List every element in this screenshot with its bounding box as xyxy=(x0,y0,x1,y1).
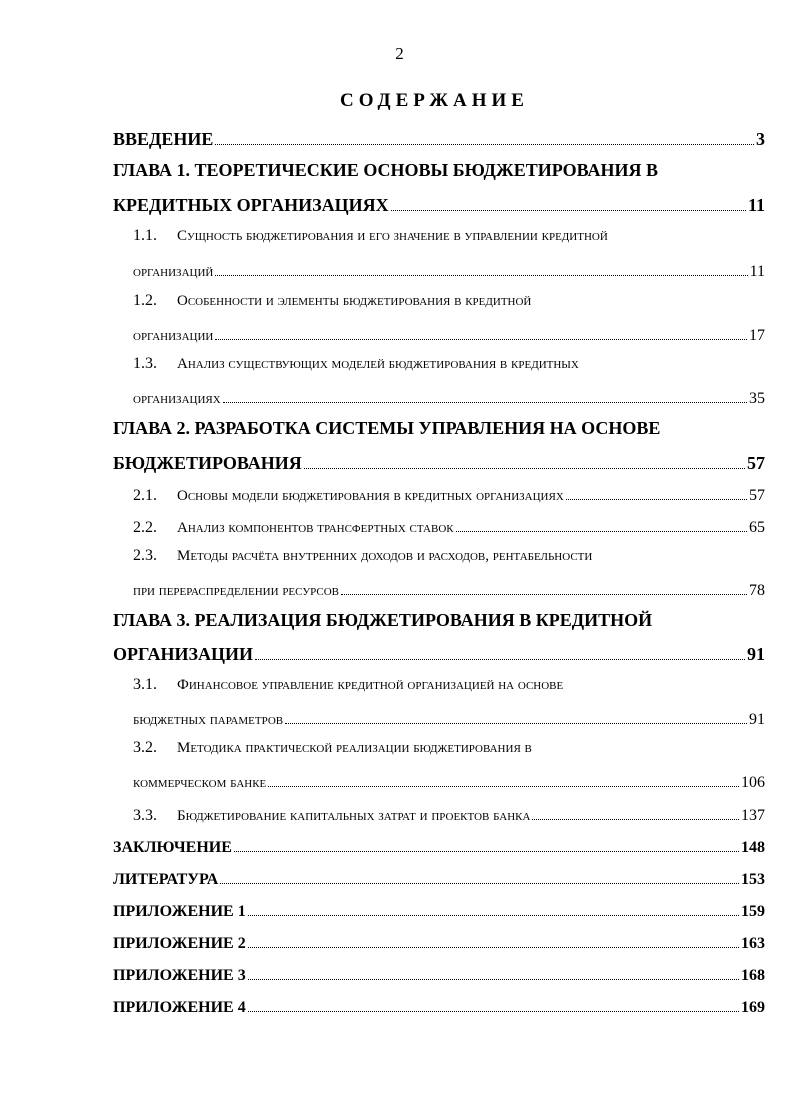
toc-entry-literature[interactable] xyxy=(113,865,765,889)
toc-entry-label: Основы модели бюджетирования в кредитных организациях xyxy=(177,488,564,504)
toc-entry-appendix-2[interactable] xyxy=(113,929,765,953)
toc-entry-appendix-3[interactable] xyxy=(113,961,765,985)
toc-entry-label: ПРИЛОЖЕНИЕ 2 xyxy=(113,935,246,952)
section-number: 2.2. xyxy=(133,519,157,536)
toc-page-number: 148 xyxy=(741,839,765,856)
toc-entry-label: организаций xyxy=(133,264,214,280)
dot-leader xyxy=(268,786,739,787)
toc-entry-chapter-2[interactable] xyxy=(113,450,765,474)
toc-entry-label: ПРИЛОЖЕНИЕ 4 xyxy=(113,999,246,1016)
toc-chapter-1-line1[interactable]: ГЛАВА 1. ТЕОРЕТИЧЕСКИЕ ОСНОВЫ БЮДЖЕТИРОВАНИЯ В xyxy=(113,160,658,180)
toc-entry-label: ПРИЛОЖЕНИЕ 3 xyxy=(113,967,246,984)
toc-chapter-2-line1[interactable]: ГЛАВА 2. РАЗРАБОТКА СИСТЕМЫ УПРАВЛЕНИЯ НА ОСНОВЕ xyxy=(113,418,661,438)
toc-page-number: 106 xyxy=(741,774,765,791)
toc-page-number: 11 xyxy=(747,195,765,215)
dot-leader xyxy=(566,499,747,500)
toc-section-1-1-line1[interactable] xyxy=(133,227,608,245)
toc-entry-introduction[interactable] xyxy=(113,126,765,150)
section-number: 1.1. xyxy=(133,227,157,244)
toc-entry-section-1-1[interactable] xyxy=(133,257,765,281)
toc-entry-label: бюджетных параметров xyxy=(133,712,284,728)
section-number: 2.3. xyxy=(133,547,157,564)
toc-page-number: 137 xyxy=(741,807,765,824)
page-title: СОДЕРЖАНИЕ xyxy=(340,90,529,111)
section-title: Особенности и элементы бюджетирования в кредитной xyxy=(177,293,532,309)
toc-entry-section-2-2[interactable] xyxy=(133,513,765,537)
dot-leader xyxy=(341,594,747,595)
toc-section-3-1-line1[interactable] xyxy=(133,676,563,694)
toc-entry-label: КРЕДИТНЫХ ОРГАНИЗАЦИЯХ xyxy=(113,195,389,215)
toc-section-2-3-line1[interactable] xyxy=(133,547,592,565)
dot-leader xyxy=(248,979,739,980)
toc-page-number: 168 xyxy=(741,967,765,984)
toc-entry-label: ЛИТЕРАТУРА xyxy=(113,871,219,888)
toc-page-number: 65 xyxy=(749,519,765,536)
toc-page-number: 35 xyxy=(749,390,765,407)
section-title: Методика практической реализации бюджетирования в xyxy=(177,740,532,756)
dot-leader xyxy=(223,402,747,403)
toc-page-number: 153 xyxy=(741,871,765,888)
toc-entry-section-2-1[interactable] xyxy=(133,481,765,505)
toc-entry-section-3-2[interactable] xyxy=(133,768,765,792)
toc-page-number: 57 xyxy=(749,487,765,504)
dot-leader xyxy=(215,275,747,276)
toc-page-number: 169 xyxy=(741,999,765,1016)
page-number: 2 xyxy=(395,44,404,63)
section-number: 3.3. xyxy=(133,807,157,824)
toc-page-number: 11 xyxy=(749,263,765,280)
toc-page-number: 3 xyxy=(756,129,765,149)
toc-entry-section-2-3[interactable] xyxy=(133,576,765,600)
toc-entry-section-1-3[interactable] xyxy=(133,384,765,408)
toc-entry-label: организациях xyxy=(133,391,221,407)
toc-entry-label: ВВЕДЕНИЕ xyxy=(113,129,214,149)
section-title: Финансовое управление кредитной организацией на основе xyxy=(177,677,564,693)
dot-leader xyxy=(248,915,739,916)
toc-entry-conclusion[interactable] xyxy=(113,833,765,857)
toc-entry-label: ПРИЛОЖЕНИЕ 1 xyxy=(113,903,246,920)
toc-page-number: 17 xyxy=(749,327,765,344)
toc-page-number: 91 xyxy=(749,711,765,728)
dot-leader xyxy=(215,339,747,340)
toc-entry-label: Бюджетирование капитальных затрат и проектов банка xyxy=(177,808,531,824)
dot-leader xyxy=(234,851,739,852)
toc-section-1-2-line1[interactable] xyxy=(133,292,531,310)
toc-entry-section-3-3[interactable] xyxy=(133,801,765,825)
toc-entry-section-3-1[interactable] xyxy=(133,705,765,729)
toc-entry-section-1-2[interactable] xyxy=(133,321,765,345)
toc-chapter-3-line1[interactable]: ГЛАВА 3. РЕАЛИЗАЦИЯ БЮДЖЕТИРОВАНИЯ В КРЕДИТНОЙ xyxy=(113,610,653,630)
dot-leader xyxy=(304,468,745,469)
section-title: Анализ существующих моделей бюджетирования в кредитных xyxy=(177,356,579,372)
dot-leader xyxy=(285,723,747,724)
toc-section-3-2-line1[interactable] xyxy=(133,739,532,757)
toc-page-number: 91 xyxy=(747,644,765,664)
toc-entry-chapter-3[interactable] xyxy=(113,641,765,665)
toc-entry-label: БЮДЖЕТИРОВАНИЯ xyxy=(113,453,302,473)
section-title: Методы расчёта внутренних доходов и расходов, рентабельности xyxy=(177,548,593,564)
toc-page-number: 57 xyxy=(747,453,765,473)
toc-entry-label: ОРГАНИЗАЦИИ xyxy=(113,644,253,664)
toc-entry-label: ЗАКЛЮЧЕНИЕ xyxy=(113,839,232,856)
toc-page-number: 78 xyxy=(749,582,765,599)
dot-leader xyxy=(248,1011,739,1012)
section-number: 1.3. xyxy=(133,355,157,372)
section-number: 1.2. xyxy=(133,292,157,309)
dot-leader xyxy=(456,531,747,532)
section-number: 2.1. xyxy=(133,487,157,504)
dot-leader xyxy=(255,659,745,660)
toc-section-1-3-line1[interactable] xyxy=(133,355,579,373)
dot-leader xyxy=(391,210,746,211)
toc-page-number: 159 xyxy=(741,903,765,920)
toc-entry-label: коммерческом банке xyxy=(133,775,267,791)
dot-leader xyxy=(248,947,739,948)
toc-entry-label: Анализ компонентов трансфертных ставок xyxy=(177,520,454,536)
dot-leader xyxy=(532,819,739,820)
section-number: 3.2. xyxy=(133,739,157,756)
toc-entry-appendix-4[interactable] xyxy=(113,993,765,1017)
dot-leader xyxy=(215,144,754,145)
toc-entry-label: организации xyxy=(133,328,214,344)
section-title: Сущность бюджетирования и его значение в управлении кредитной xyxy=(177,228,608,244)
toc-entry-appendix-1[interactable] xyxy=(113,897,765,921)
toc-page-number: 163 xyxy=(741,935,765,952)
dot-leader xyxy=(220,883,739,884)
section-number: 3.1. xyxy=(133,676,157,693)
toc-entry-label: при перераспределении ресурсов xyxy=(133,583,340,599)
toc-entry-chapter-1[interactable] xyxy=(113,192,765,216)
